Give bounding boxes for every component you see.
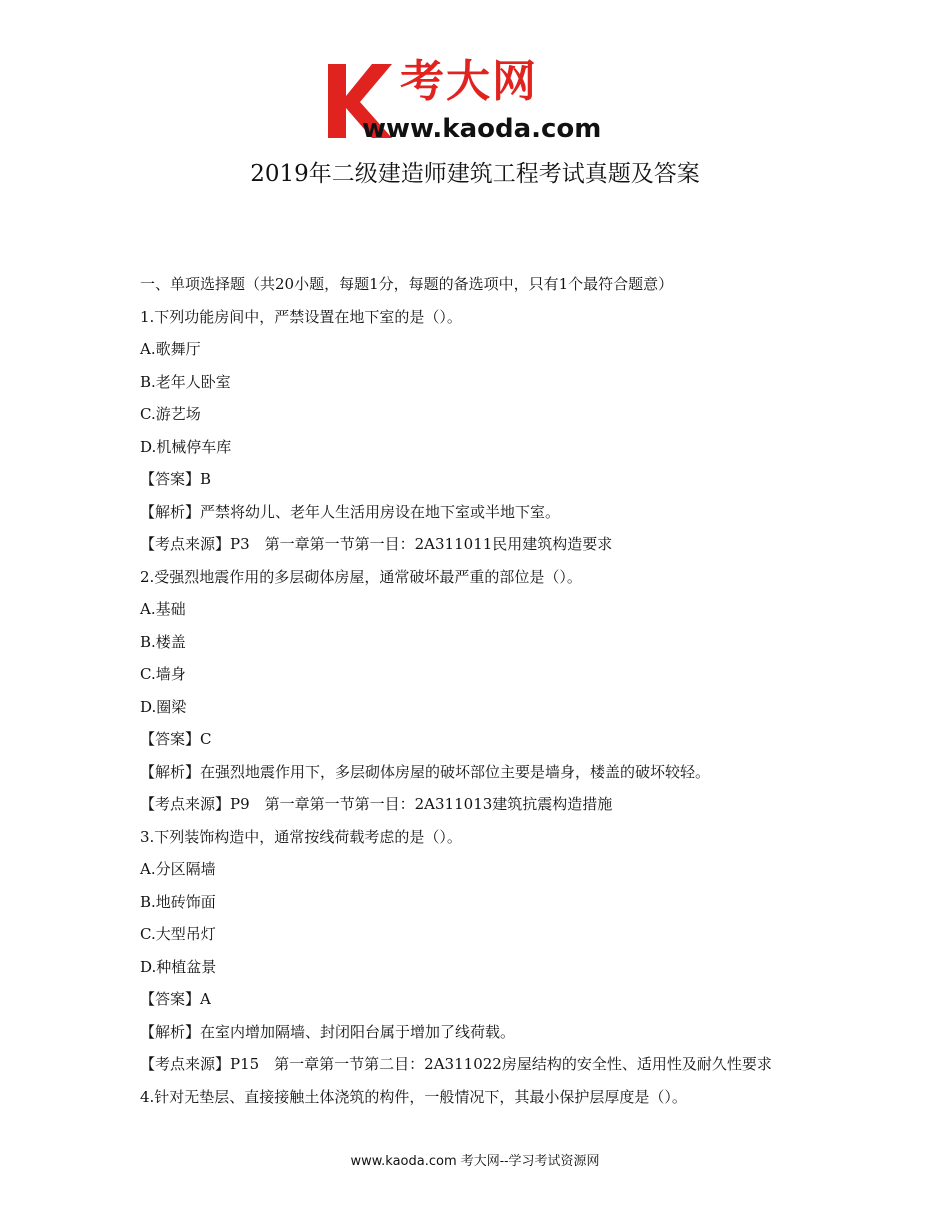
question-3: 3.下列装饰构造中，通常按线荷载考虑的是（）。 <box>140 827 462 846</box>
source-line: 【考点来源】P9 第一章第一节第一目：2A311013建筑抗震构造措施 <box>140 795 613 813</box>
source-line: 【考点来源】P15 第一章第一节第二目：2A311022房屋结构的安全性、适用性及耐久性要求 <box>140 1055 772 1073</box>
logo-text: 考大网 <box>400 56 538 107</box>
option-line: B.地砖饰面 <box>140 892 216 911</box>
option-line: C.墙身 <box>140 665 186 683</box>
answer-line: 【答案】A <box>140 990 211 1008</box>
explanation-line: 【解析】在室内增加隔墙、封闭阳台属于增加了线荷载。 <box>140 1022 516 1041</box>
option-line: A.分区隔墙 <box>140 860 216 878</box>
option-line: A.歌舞厅 <box>140 340 201 358</box>
option-line: D.圈梁 <box>140 697 187 716</box>
explanation-line: 【解析】在强烈地震作用下，多层砌体房屋的破坏部位主要是墙身，楼盖的破坏较轻。 <box>140 762 711 781</box>
option-line: B.楼盖 <box>140 632 186 651</box>
explanation-line: 【解析】严禁将幼儿、老年人生活用房设在地下室或半地下室。 <box>140 502 561 521</box>
source-line: 【考点来源】P3 第一章第一节第一目：2A311011民用建筑构造要求 <box>140 535 613 553</box>
document-title: 2019年二级建造师建筑工程考试真题及答案 <box>250 161 700 187</box>
option-line: A.基础 <box>140 600 186 618</box>
page-footer <box>0 1152 950 1172</box>
document-body <box>140 268 840 1113</box>
option-line: D.机械停车库 <box>140 437 232 456</box>
option-line: C.大型吊灯 <box>140 925 216 943</box>
section-heading: 一、单项选择题（共20小题，每题1分，每题的备选项中，只有1个最符合题意） <box>140 275 674 293</box>
question-2: 2.受强烈地震作用的多层砌体房屋，通常破坏最严重的部位是（）。 <box>140 567 582 586</box>
question-4: 4.针对无垫层、直接接触土体浇筑的构件，一般情况下，其最小保护层厚度是（）。 <box>140 1087 687 1106</box>
kaoda-logo <box>322 56 642 146</box>
footer-text: 考大网--学习考试资源网 <box>456 1154 600 1169</box>
footer-url: www.kaoda.com <box>350 1154 457 1169</box>
option-line: D.种植盆景 <box>140 957 217 976</box>
option-line: B.老年人卧室 <box>140 372 231 391</box>
question-1: 1.下列功能房间中，严禁设置在地下室的是（）。 <box>140 307 462 326</box>
option-line: C.游艺场 <box>140 405 201 423</box>
answer-line: 【答案】B <box>140 470 212 488</box>
answer-line: 【答案】C <box>140 730 212 748</box>
logo-url: www.kaoda.com <box>362 114 602 144</box>
